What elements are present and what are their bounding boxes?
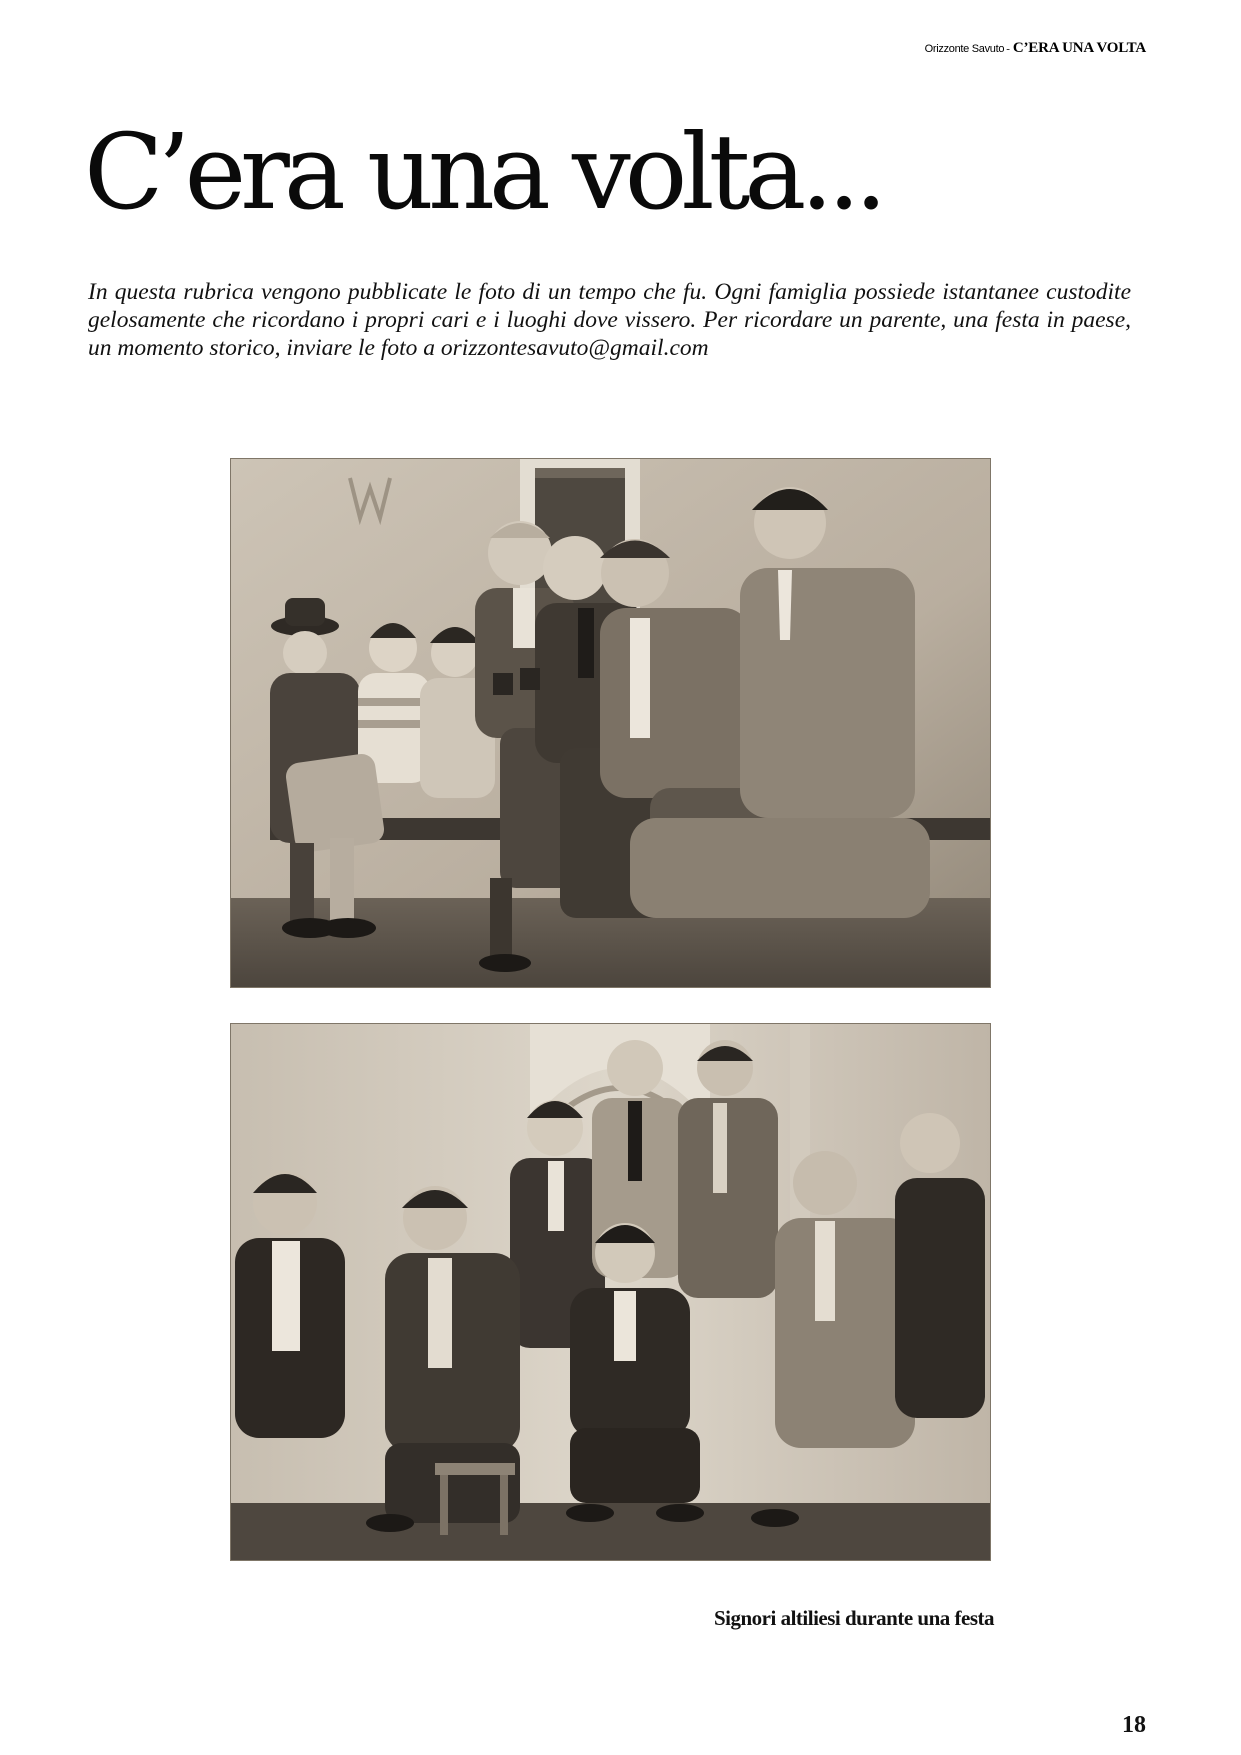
intro-paragraph: In questa rubrica vengono pubblicate le foto di un tempo che fu. Ogni famiglia possiede istantanee custodite gelosamente che ricordano i propri cari e i luoghi dove vissero. Per ricordare un parente, una festa in paese, un momento storico, inviare le foto a orizzontesavuto@gmail.com — [88, 279, 1131, 361]
running-header — [925, 40, 1146, 57]
photo-group-at-party — [230, 1023, 991, 1561]
photo-caption: Signori altiliesi durante una festa — [713, 1606, 994, 1630]
publication-name: Orizzonte Savuto — [924, 43, 1005, 55]
page-title: C’era una volta... — [84, 111, 882, 233]
section-name: C’ERA UNA VOLTA — [1012, 40, 1146, 56]
page-number: 18 — [1122, 1712, 1146, 1738]
header-separator: - — [1006, 43, 1010, 55]
photo-seated-men-toasting — [230, 458, 991, 988]
